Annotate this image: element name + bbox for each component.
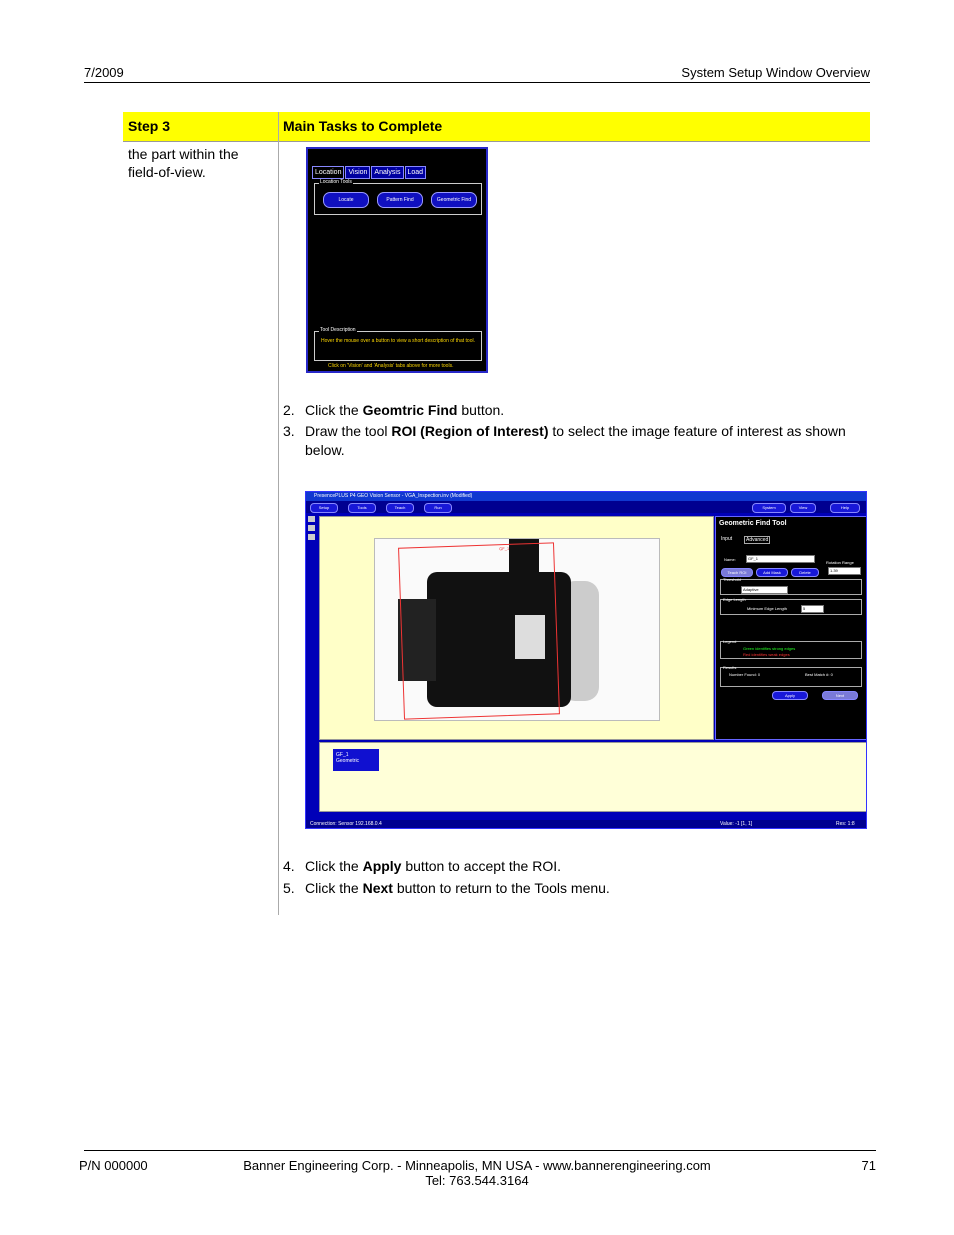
sidebar-tool-icon[interactable]	[308, 534, 315, 540]
view-button[interactable]: View	[790, 503, 816, 513]
step-item: 3. Draw the tool ROI (Region of Interest) to select the image feature of interest as shown below.	[283, 423, 846, 458]
app-titlebar: PresencePLUS P4 GEO Vision Sensor - VGA_Inspection.inv (Modified)	[306, 492, 866, 501]
header-date: 7/2009	[84, 65, 124, 80]
name-label: Name:	[724, 557, 736, 562]
tab-analysis[interactable]: Analysis	[371, 166, 403, 179]
threshold-select[interactable]: Adaptive	[741, 586, 788, 594]
teach-roi-button[interactable]: Teach ROI	[721, 568, 753, 577]
system-button[interactable]: System	[752, 503, 786, 513]
tools-tabs	[312, 161, 484, 177]
sidebar-tool-icon[interactable]	[308, 525, 315, 531]
next-button[interactable]: Next	[822, 691, 858, 700]
min-edge-input[interactable]: 5	[801, 605, 824, 613]
edge-length-group	[720, 599, 862, 615]
header-section-title: System Setup Window Overview	[681, 65, 870, 80]
legend-group	[720, 641, 862, 659]
app-statusbar	[306, 820, 866, 828]
footer-company	[0, 1158, 954, 1188]
step-item: 2. Click the Geomtric Find button.	[283, 402, 505, 418]
results-label: Results	[723, 665, 737, 670]
footer-rule	[84, 1150, 876, 1151]
tab-advanced[interactable]: Advanced	[746, 537, 769, 543]
tools-panel-screenshot	[306, 147, 488, 373]
app-sidebar	[308, 516, 316, 556]
tools-button[interactable]: Tools	[348, 503, 376, 513]
status-resolution: Res: 1:8	[836, 821, 855, 827]
rotation-input[interactable]: 1.39	[828, 567, 861, 575]
tile-type: Geometric	[336, 758, 360, 764]
tool-description-text: Hover the mouse over a button to view a short description of that tool.	[321, 338, 475, 344]
geometric-find-button[interactable]: Geometric Find	[431, 192, 477, 208]
steps-list-a	[283, 401, 863, 460]
roi-label: GF_1	[499, 545, 510, 552]
edge-length-label: Edge Length	[723, 597, 746, 602]
tool-description-label: Tool Description	[320, 327, 356, 333]
step-column-header: Step 3	[128, 118, 171, 134]
status-value: Value: -1 [1, 1]	[720, 821, 753, 827]
app-toolbar	[306, 501, 866, 513]
step-item: 4. Click the Apply button to accept the ROI.	[283, 858, 562, 874]
legend-label: Legend	[723, 639, 737, 644]
rotation-label: Rotation Range	[826, 560, 854, 565]
footer-company-line: Banner Engineering Corp. - Minneapolis, MN USA - www.bannerengineering.com	[243, 1158, 711, 1173]
threshold-label: Threshold	[723, 577, 741, 582]
geometric-find-panel	[715, 516, 867, 740]
name-input[interactable]: GF_1	[746, 555, 815, 563]
best-match-text: Best Match #: 0	[805, 672, 833, 677]
results-group	[720, 667, 862, 687]
delete-button[interactable]: Delete	[791, 568, 819, 577]
tab-load[interactable]: Load	[405, 166, 427, 179]
location-tools-label: Location Tools	[320, 179, 352, 185]
number-found-text: Number Found: 0	[729, 672, 761, 677]
tools-footer-note: Click on 'Vision' and 'Analysis' tabs above for more tools.	[328, 363, 454, 369]
tab-vision[interactable]: Vision	[345, 166, 370, 179]
add-mask-button[interactable]: Add Mask	[756, 568, 788, 577]
table-header-row	[123, 112, 870, 142]
app-window-screenshot	[305, 491, 867, 829]
min-edge-label: Minimum Edge Length	[747, 606, 788, 611]
status-connection: Connection: Sensor 192.168.0.4	[310, 821, 382, 827]
image-pane	[319, 516, 714, 740]
help-button[interactable]: Help	[830, 503, 860, 513]
roi-box[interactable]	[398, 542, 560, 719]
tab-location[interactable]: Location	[312, 166, 344, 179]
steps-list-b	[283, 857, 863, 898]
location-tools-group	[314, 179, 482, 215]
tasks-column-header: Main Tasks to Complete	[283, 118, 443, 134]
tool-list-pane	[319, 742, 867, 812]
step-left-text: the part within the field-of-view.	[128, 146, 239, 180]
panel-title: Geometric Find Tool	[719, 520, 787, 527]
setup-button[interactable]: Setup	[310, 503, 338, 513]
apply-button[interactable]: Apply	[772, 691, 808, 700]
teach-button[interactable]: Teach	[386, 503, 414, 513]
footer-page-number: 71	[861, 1158, 876, 1173]
step-item: 5. Click the Next button to return to the Tools menu.	[283, 880, 610, 896]
run-button[interactable]: Run	[424, 503, 452, 513]
column-divider	[278, 112, 279, 915]
threshold-group	[720, 579, 862, 595]
legend-red-text: Red identifies weak edges	[743, 652, 790, 657]
footer-part-number: P/N 000000	[79, 1158, 148, 1173]
pattern-find-button[interactable]: Pattern Find	[377, 192, 423, 208]
legend-green-text: Green identifies strong edges	[743, 646, 796, 651]
footer-tel: Tel: 763.544.3164	[425, 1173, 529, 1188]
locate-button[interactable]: Locate	[323, 192, 369, 208]
sidebar-tool-icon[interactable]	[308, 516, 315, 522]
tile-name: GF_1	[336, 752, 349, 758]
tool-description-group	[314, 327, 482, 361]
sensor-image[interactable]	[374, 538, 660, 721]
gf1-tool-tile[interactable]	[333, 749, 379, 771]
header-rule	[84, 82, 870, 83]
tab-input[interactable]: Input	[721, 536, 733, 542]
